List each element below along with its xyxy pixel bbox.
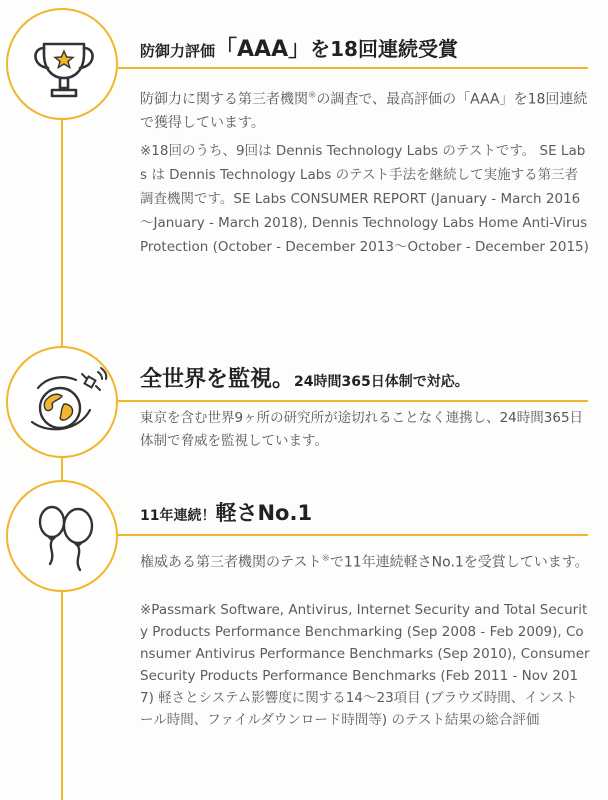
section-defense-rule [118, 67, 588, 69]
section-defense-title [140, 32, 458, 63]
title-prefix: 11年連続！ [140, 508, 216, 524]
body-text-b: で11年連続軽さNo.1を受賞しています。 [329, 554, 589, 571]
body-text-b: の調査で、最高評価の「AAA」を18回連続で獲得しています。 [140, 91, 588, 131]
balloons-icon [6, 480, 118, 592]
title-main: 全世界を監視。 [140, 367, 295, 392]
section-defense-body [140, 84, 590, 135]
body-text-a: 権威ある第三者機関のテスト [140, 554, 322, 571]
globe-satellite-icon [6, 346, 118, 458]
section-lightweight-body [140, 547, 590, 575]
section-lightweight-title [140, 497, 312, 527]
footnote-mark: ※ [321, 553, 330, 564]
title-main: 「AAA」 [215, 37, 311, 62]
trophy-icon [6, 8, 118, 120]
title-suffix: 24時間365日体制で対応。 [294, 374, 469, 390]
section-lightweight-rule [118, 534, 588, 536]
connector-line-top [61, 118, 63, 346]
title-suffix: を18回連続受賞 [310, 37, 458, 61]
section-lightweight-note: ※Passmark Software, Antivirus, Internet Security and Total Security Products Performance Benchmarking (Sep 2008 - Feb 2009), Consumer Antivirus Performance Benchmarks (Sep 2010), Consumer Security Products Performance Benchmarks (Feb 2011 - Nov 2017) 軽さとシステム影響度に関する14～23項目 (ブラウズ時間、インストール時間、ファイルダウンロード時間等) のテスト結果の総合評価 [140, 602, 590, 728]
title-prefix: 防御力評価 [140, 42, 216, 60]
section-defense-note: ※18回のうち、9回は Dennis Technology Labs のテストです。 SE Labs は Dennis Technology Labs のテスト手法を継続して実施する第三者調査機関です。SE Labs CONSUMER REPORT (January - March 2016～January - March 2018), Dennis Technology Labs Home Anti-Virus Protection (October - December 2013～October - December 2015) [140, 143, 589, 255]
body-text-a: 防御力に関する第三者機関 [140, 91, 308, 108]
footnote-mark: ※ [308, 90, 317, 101]
connector-line-bottom [61, 590, 63, 800]
section-monitoring-title [140, 362, 469, 393]
title-main: 軽さNo.1 [215, 501, 313, 525]
section-monitoring-rule [118, 400, 588, 402]
section-monitoring-body: 東京を含む世界9ヶ所の研究所が途切れることなく連携し、24時間365日体制で脅威を監視しています。 [140, 410, 584, 449]
